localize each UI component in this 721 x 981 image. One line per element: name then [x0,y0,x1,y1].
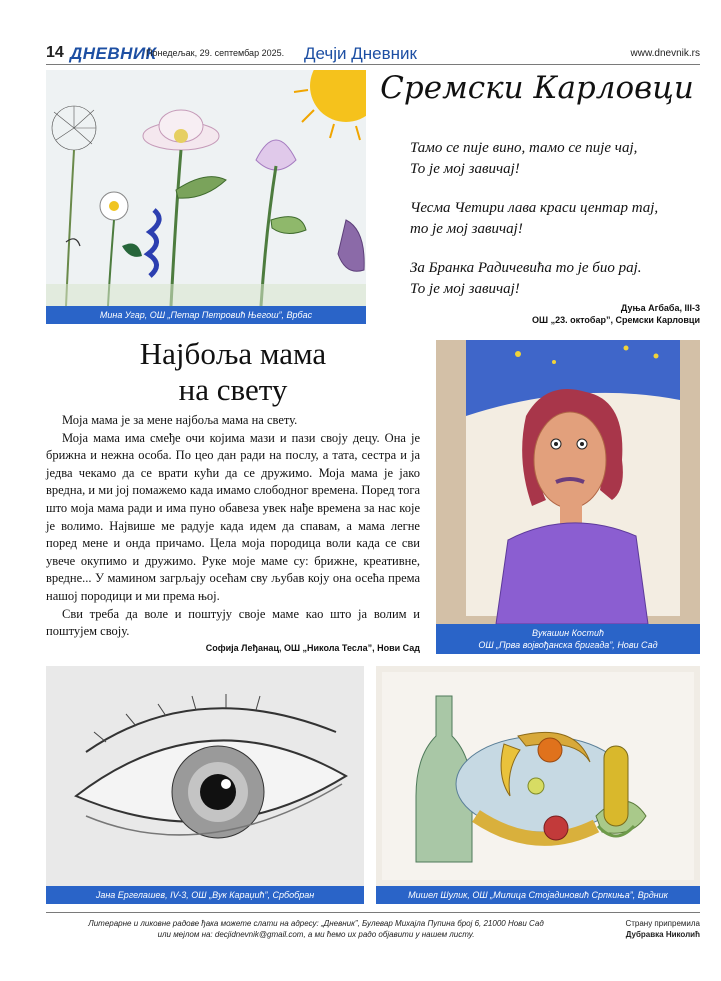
poem-line: То је мој завичај! [410,281,520,297]
page-number: 14 [46,44,64,61]
article-title [46,336,420,408]
poem-line: Чесма Четири лава краси центар тај, [410,200,659,216]
portrait-drawing [436,340,700,624]
poem-line: то је мој завичај! [410,221,523,237]
portrait-caption-name: Вукашин Костић [532,628,604,638]
portrait-caption-school: ОШ „Прва војвођанска бригада”, Нови Сад [478,640,658,650]
article-author: Софија Леђанац, ОШ „Никола Тесла”, Нови Сад [205,643,420,653]
issue-date: Понедељак, 29. септембар 2025. [146,48,285,58]
credit-name: Дубравка Николић [625,930,700,939]
credit-label: Страну припремила [625,919,700,928]
newspaper-logo: ДНЕВНИК [70,44,157,63]
still-life-caption: Мишел Шулик, ОШ „Милица Стојадиновић Српкиња”, Врдник [376,886,700,904]
header-divider [46,64,700,65]
article-body [46,412,420,641]
eye-caption: Јана Ергелашев, IV-3, ОШ „Вук Караџић”, Србобран [46,886,364,904]
flowers-caption: Мина Угар, ОШ „Петар Петровић Његош”, Врбас [46,306,366,324]
still-life-drawing [376,666,700,886]
article-title-line: Најбоља мама [139,336,327,371]
poem-line: За Бранка Радичевића то је био рај. [410,260,642,276]
poem-line: То је мој завичај! [410,161,520,177]
footer-line: или мејлом на: decjidnevnik@gmail.com, а ми ћемо их радо објавити у нашем листу. [157,930,475,939]
poem-body [410,138,700,300]
portrait-caption [436,624,700,654]
article-title-line: на свету [178,372,288,407]
article-paragraph: Моја мама је за мене најбоља мама на свету. [62,413,298,427]
article-paragraph: Моја мама има смеђе очи којима мази и пази своју децу. Она је брижна и нежна особа. По цео дан ради на послу, а тата, сестра и ја једва чекамо да се врати кући да се дружимо. Моја мама је јако вредна, и ми јој помажемо када имамо слободног времена. Поред тога што моја мама ради и има пуно обавеза увек нађе времена за нас које је волимо. Највише ме радује када идем да спавам, а мама легне поред мене и онда причамо. Цела моја породица воли када се сви увече окупимо и дружимо. Руке моје маме су: брижне, креативне, вредне... У мамином загрљају осећам сву љубав коју она осећа према нашој породици и ми према њој. [46,430,420,603]
flowers-drawing [46,70,366,306]
article-paragraph: Сви треба да воле и поштују своје маме као што ја волим и поштујем своју. [46,606,420,639]
website-url: www.dnevnik.rs [630,48,700,59]
footer-submission-info [46,918,586,940]
page-editor-credit [580,918,700,940]
poem-title: Сремски Карловци [380,70,694,106]
footer-line: Литерарне и ликовне радове ђака можете слати на адресу: „Дневник”, Булевар Михајла Пупина број 6, 21000 Нови Сад [88,919,544,928]
section-title: Дечји Дневник [304,44,417,63]
poem-author: Дуња Агбаба, III-3 [620,303,700,313]
footer-divider [46,912,700,913]
poem-credit [440,302,700,326]
poem-line: Тамо се пије вино, тамо се пије чај, [410,140,638,156]
poem-school: ОШ „23. октобар”, Сремски Карловци [532,315,700,325]
corn [604,746,628,826]
eye-drawing [46,666,364,886]
